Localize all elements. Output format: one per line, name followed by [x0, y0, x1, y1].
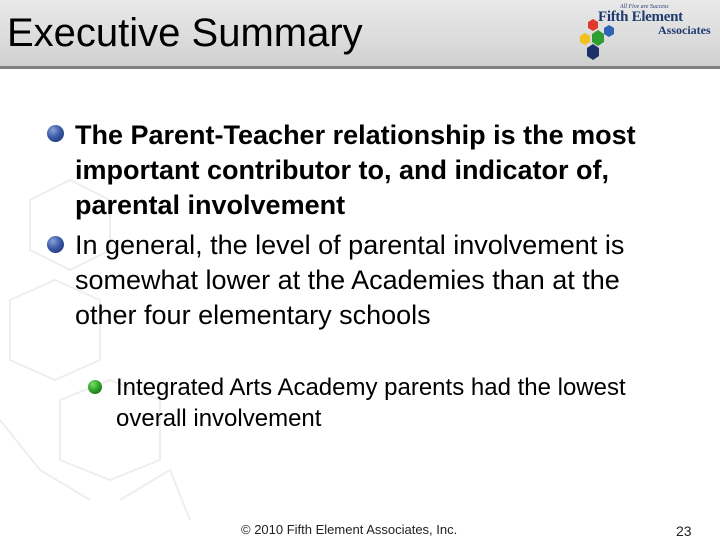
footer-copyright: © 2010 Fifth Element Associates, Inc.	[241, 522, 458, 537]
sub-bullet-item-1: Integrated Arts Academy parents had the lowest overall involvement	[116, 374, 626, 432]
page-number: 23	[676, 523, 692, 539]
logo-name-line2: Associates	[658, 23, 711, 37]
slide-title: Executive Summary	[7, 11, 363, 55]
title-bar	[0, 0, 720, 69]
bullet-item-2: In general, the level of parental involvement is somewhat lower at the Academies than at the other four elementary schools	[75, 230, 625, 330]
logo-tagline: All Five are Success	[620, 4, 669, 10]
logo-name-line1: Fifth Element	[598, 9, 683, 25]
bullet-dot-icon	[47, 125, 64, 142]
sub-bullet-dot-icon	[88, 380, 102, 394]
bullet-dot-icon	[47, 236, 64, 253]
company-logo	[578, 4, 718, 64]
bullet-item-1: The Parent-Teacher relationship is the most important contributor to, and indicator of, parental involvement	[75, 120, 636, 220]
logo-hexagons-icon	[578, 14, 638, 66]
